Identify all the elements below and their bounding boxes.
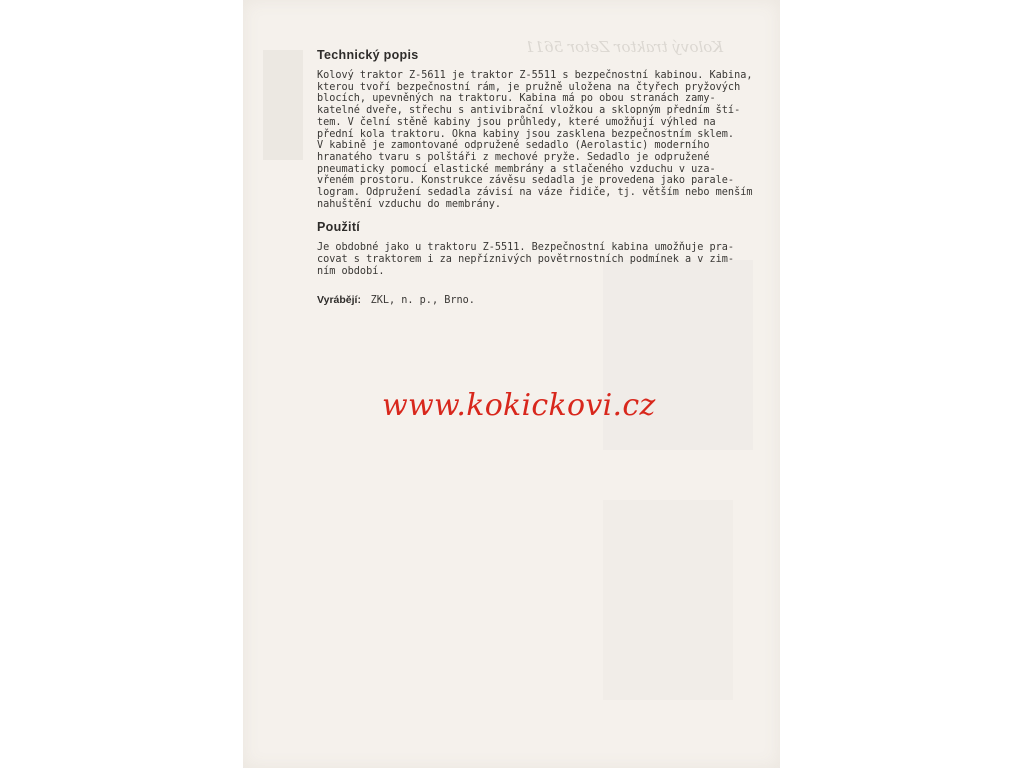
watermark-text: www.kokickovi.cz xyxy=(382,388,656,423)
manufacturer-line xyxy=(317,288,709,307)
section-heading: Technický popis xyxy=(317,48,419,62)
paragraph-line: Je obdobné jako u traktoru Z-5511. Bezpečnostní kabina umožňuje pra- xyxy=(317,242,735,254)
paragraph-line: přední kola traktoru. Okna kabiny jsou zasklena bezpečnostním sklem. xyxy=(317,128,735,140)
manufacturer-label: Vyrábějí: xyxy=(317,293,361,306)
paragraph-line: vřeném prostoru. Konstrukce závěsu sedadla je provedena jako parale- xyxy=(317,175,735,187)
paragraph-line: tem. V čelní stěně kabiny jsou průhledy, které umožňují výhled na xyxy=(317,116,716,128)
paragraph-line: Kolový traktor Z-5611 je traktor Z-5511 s bezpečnostní kabinou. Kabina, xyxy=(317,70,753,81)
paragraph-line: pneumaticky pomocí elastické membrány a stlačeného vzduchu v uza- xyxy=(317,163,716,175)
section-usage xyxy=(317,220,735,277)
bleed-through-shape xyxy=(603,500,733,700)
paragraph-line: V kabině je zamontované odpružené sedadlo (Aerolastic) moderního xyxy=(317,140,710,152)
paragraph-line: logram. Odpružení sedadla závisí na váze řidiče, tj. větším nebo menším xyxy=(317,187,753,199)
paragraph-line: blocích, upevněných na traktoru. Kabina má po obou stranách zamy- xyxy=(317,93,716,105)
paragraph-line: nahuštění vzduchu do membrány. xyxy=(317,198,502,210)
document-page xyxy=(243,0,780,768)
section-heading: Použití xyxy=(317,220,361,235)
manufacturer-value: ZKL, n. p., Brno. xyxy=(370,294,475,306)
paragraph-line: ním období. xyxy=(317,265,385,277)
paragraph-line: kterou tvoří bezpečnostní rám, je pružně uložena na čtyřech pryžových xyxy=(317,81,741,93)
bleed-through-shape xyxy=(263,50,303,160)
bleed-through-text: Kolový traktor Zetor 5611 xyxy=(525,38,724,56)
section-technical-description xyxy=(317,48,753,210)
paragraph-line: hranatého tvaru s polštáři z mechové pryže. Sedadlo je odpružené xyxy=(317,151,710,163)
paragraph-line: katelné dveře, střechu s antivibrační vložkou a sklopným předním ští- xyxy=(317,105,741,117)
paragraph-line: covat s traktorem i za nepříznivých povětrnostních podmínek a v zim- xyxy=(317,254,735,266)
document-body xyxy=(317,48,753,307)
